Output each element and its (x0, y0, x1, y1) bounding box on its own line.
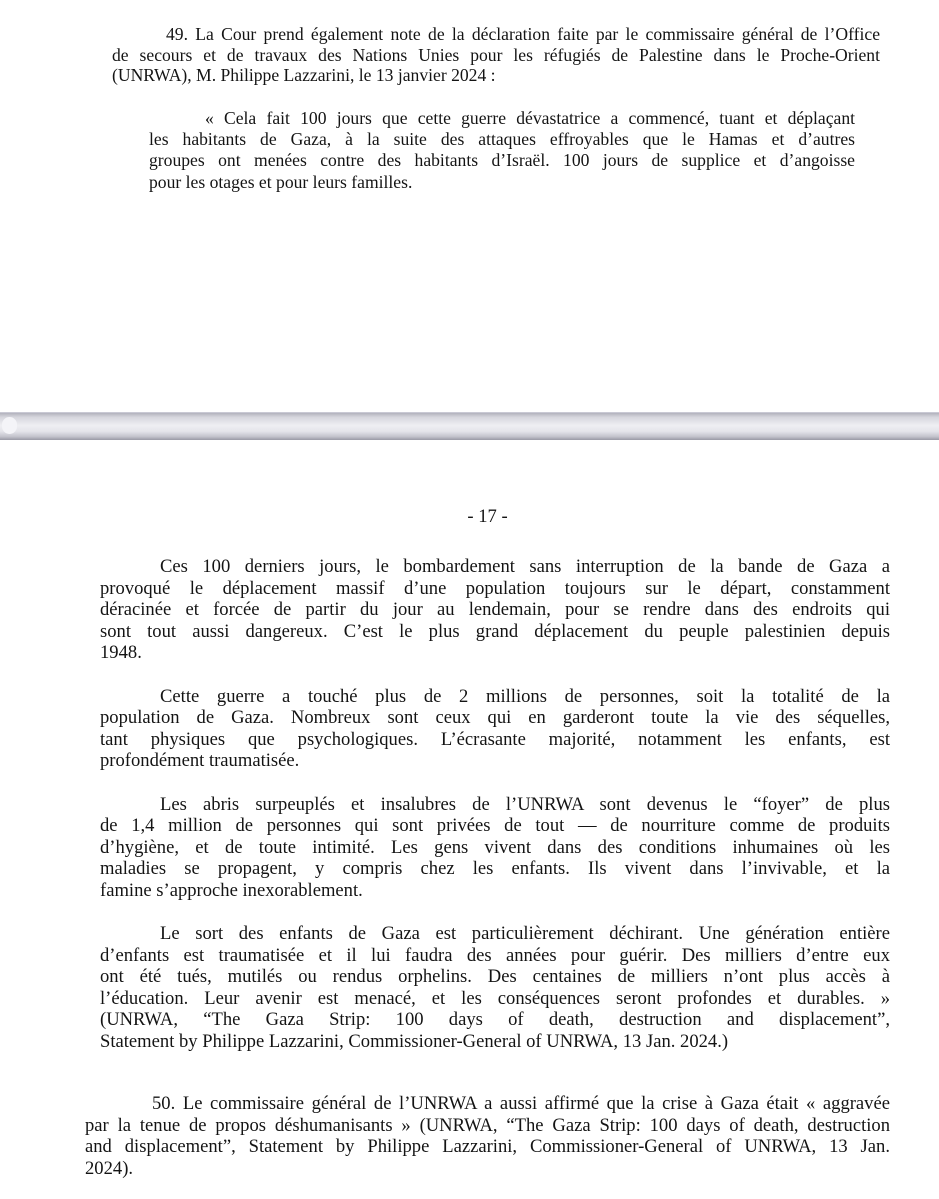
text-line: d’hygiène, et de toute intimité. Les gens vivent dans des conditions inhumaines où les (100, 836, 890, 858)
text-line: l’éducation. Leur avenir est menacé, et les conséquences seront profondes et durables. » (100, 987, 890, 1009)
text-line: 1948. (100, 642, 142, 664)
text-line: ont été tués, mutilés ou rendus orphelins. Des centaines de milliers n’ont plus accès à (100, 966, 890, 988)
text-line: 50. Le commissaire général de l’UNRWA a aussi affirmé que la crise à Gaza était « aggravée (152, 1093, 890, 1114)
text-line: population de Gaza. Nombreux sont ceux qui en garderont toute la vie des séquelles, (100, 707, 890, 729)
text-line: 2024). (85, 1157, 134, 1179)
text-line: par la tenue de propos déshumanisants » (UNRWA, “The Gaza Strip: 100 days of death, destruction (85, 1114, 890, 1136)
text-line: (UNRWA, “The Gaza Strip: 100 days of death, destruction and displacement”, (100, 1009, 890, 1031)
text-line: tant physiques que psychologiques. L’écrasante majorité, notamment les enfants, est (100, 728, 890, 750)
text-line: Cette guerre a touché plus de 2 millions de personnes, soit la totalité de la (160, 685, 890, 707)
text-line: famine s’approche inexorablement. (100, 879, 363, 901)
text-line: (UNRWA), M. Philippe Lazzarini, le 13 janvier 2024 : (112, 65, 496, 86)
text-line: maladies se propagent, y compris chez les enfants. Ils vivent dans l’invivable, et la (100, 858, 890, 880)
text-line: and displacement”, Statement by Philippe Lazzarini, Commissioner-General of UNRWA, 13 Jan. (85, 1136, 890, 1158)
text-line: Le sort des enfants de Gaza est particulièrement déchirant. Une génération entière (160, 923, 890, 945)
text-line: Ces 100 derniers jours, le bombardement sans interruption de la bande de Gaza a (160, 556, 890, 577)
text-line: pour les otages et pour leurs familles. (149, 171, 413, 192)
text-line: provoqué le déplacement massif d’une population toujours sur le départ, constamment (100, 577, 890, 599)
text-line: de 1,4 million de personnes qui sont privées de tout — de nourriture comme de produits (100, 815, 890, 837)
text-line: Les abris surpeuplés et insalubres de l’UNRWA sont devenus le “foyer” de plus (160, 793, 890, 815)
text-line: d’enfants est traumatisée et il lui faudra des années pour guérir. Des milliers d’entre eux (100, 944, 890, 966)
page-separator (0, 412, 939, 440)
text-line: groupes ont menées contre des habitants d’Israël. 100 jours de supplice et d’angoisse (149, 150, 855, 171)
paragraph-49 (112, 24, 880, 86)
text-line: 49. La Cour prend également note de la déclaration faite par le commissaire général de l’Office (166, 24, 880, 44)
quote-paragraph (100, 794, 890, 902)
text-line: sont tout aussi dangereux. C’est le plus grand déplacement du peuple palestinien depuis (100, 620, 890, 642)
text-line: de secours et de travaux des Nations Unies pour les réfugiés de Palestine dans le Proche-Orient (112, 44, 880, 65)
text-line: Statement by Philippe Lazzarini, Commissioner-General of UNRWA, 13 Jan. 2024.) (100, 1031, 729, 1053)
quote-paragraph (100, 923, 890, 1053)
quote-paragraph (100, 556, 890, 664)
text-line: « Cela fait 100 jours que cette guerre dévastatrice a commencé, tuant et déplaçant (205, 108, 855, 128)
quote-block-page16 (149, 108, 855, 193)
text-line: les habitants de Gaza, à la suite des attaques effroyables que le Hamas et d’autres (149, 129, 855, 150)
text-line: profondément traumatisée. (100, 750, 300, 772)
quote-block-page17 (100, 556, 890, 1074)
page-gap-thumb (2, 417, 17, 434)
quote-paragraph (100, 686, 890, 772)
paragraph-50 (85, 1093, 890, 1179)
text-line: déracinée et forcée de partir du jour au lendemain, pour se rendre dans des endroits qui (100, 599, 890, 621)
page-number: - 17 - (467, 506, 508, 527)
